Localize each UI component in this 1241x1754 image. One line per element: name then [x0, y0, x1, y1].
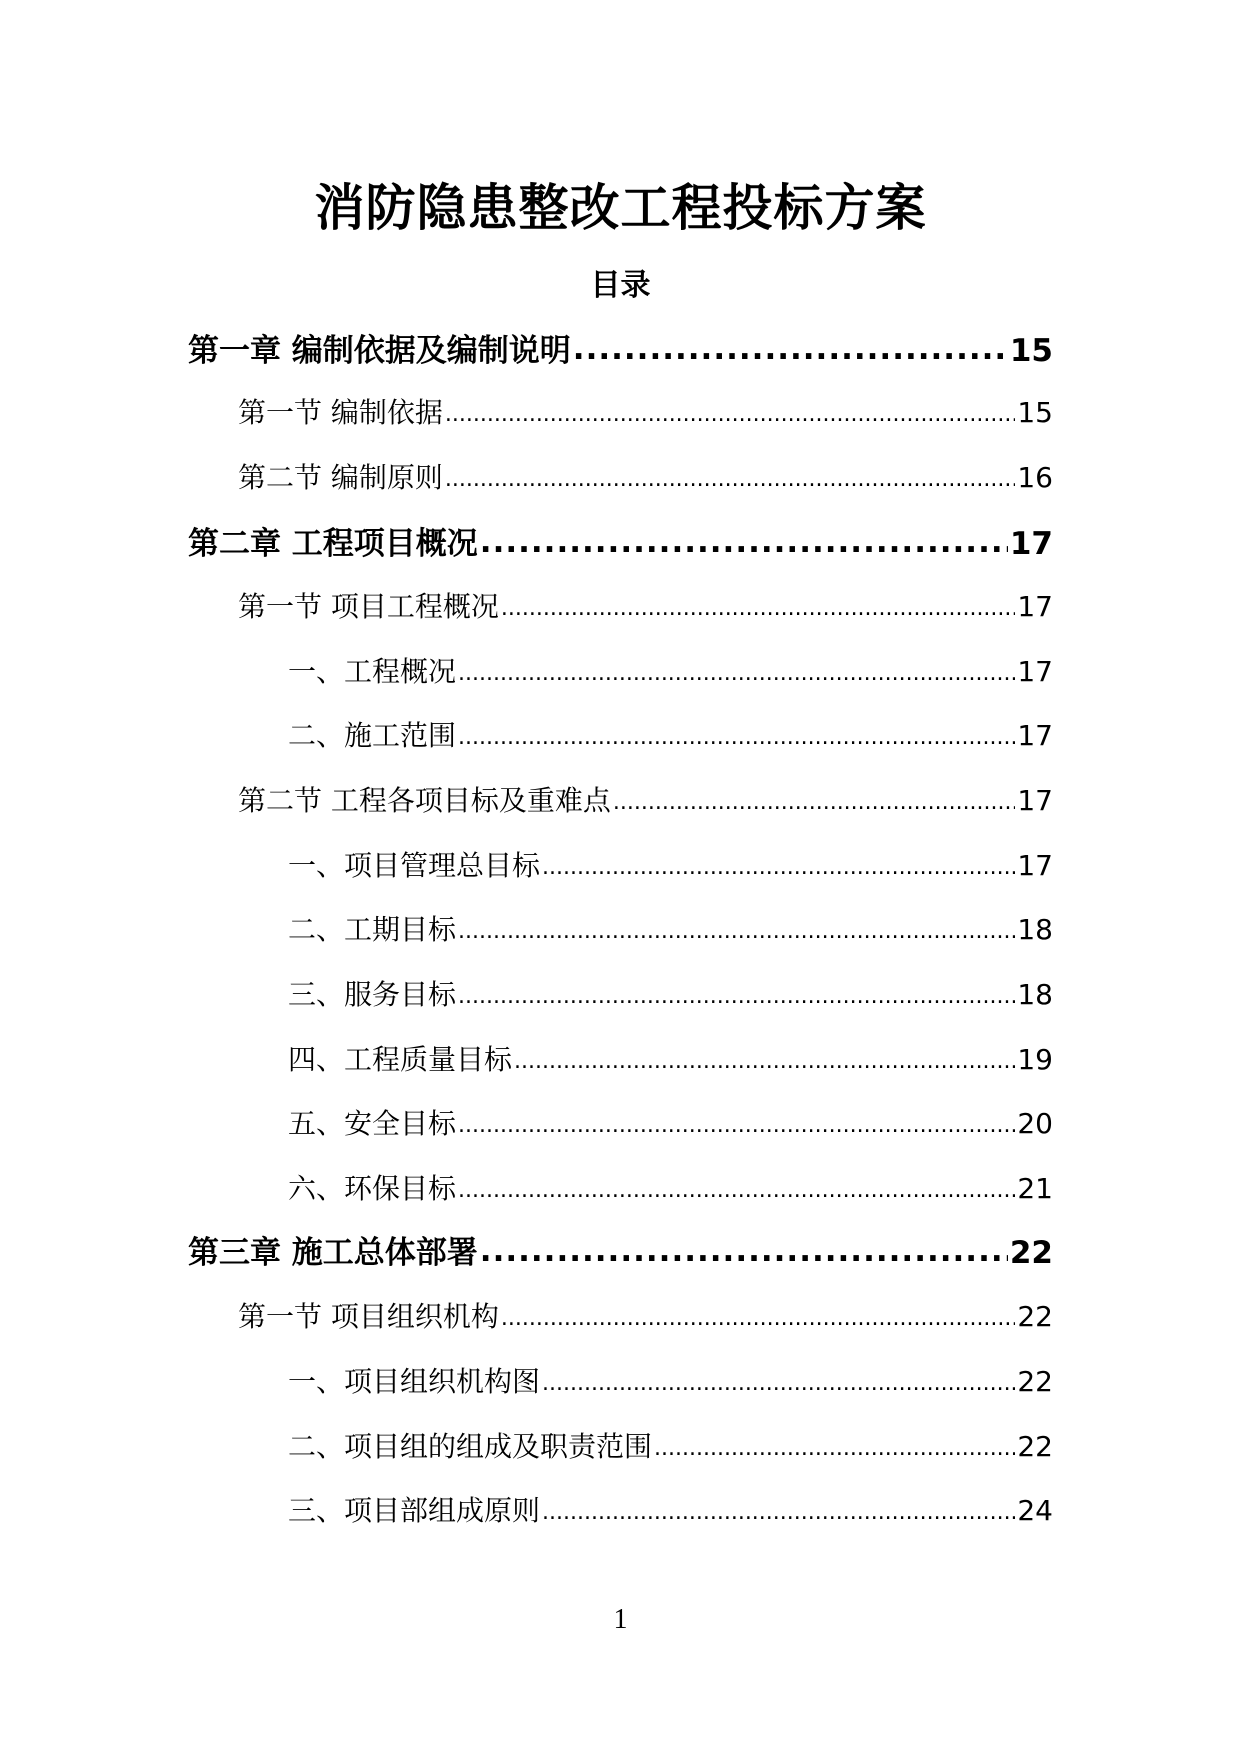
toc-entry[interactable]: [288, 910, 1053, 950]
toc-entry[interactable]: [238, 393, 1053, 433]
toc-entry-page: 15: [1009, 333, 1053, 369]
toc-entry-page: 17: [1017, 590, 1053, 623]
toc-entry[interactable]: [288, 652, 1053, 692]
toc-dot-leader: [542, 1491, 1015, 1531]
toc-entry[interactable]: [238, 1297, 1053, 1337]
toc-dot-leader: [480, 524, 1008, 564]
toc-entry-label: 一、工程概况: [288, 655, 457, 688]
toc-heading: 目录: [590, 268, 651, 303]
toc-entry-page: 21: [1017, 1172, 1053, 1205]
toc-entry[interactable]: [238, 458, 1053, 498]
toc-entry-page: 16: [1017, 461, 1053, 494]
toc-entry-label: 一、项目管理总目标: [288, 849, 541, 882]
toc-entry-page: 18: [1017, 978, 1053, 1011]
toc-dot-leader: [573, 331, 1008, 371]
toc-entry-page: 22: [1009, 1235, 1053, 1271]
toc-entry-page: 17: [1009, 526, 1053, 562]
toc-entry-page: 17: [1017, 655, 1053, 688]
toc-dot-leader: [458, 1169, 1015, 1209]
toc-entry-page: 17: [1017, 719, 1053, 752]
toc-entry[interactable]: [288, 1169, 1053, 1209]
toc-entry-page: 17: [1017, 849, 1053, 882]
toc-entry[interactable]: [288, 1491, 1053, 1531]
toc-entry-label: 第一节 项目工程概况: [238, 590, 499, 623]
toc-entry[interactable]: [288, 1040, 1053, 1080]
toc-entry-page: 22: [1017, 1365, 1053, 1398]
toc-entry[interactable]: [288, 1427, 1053, 1467]
toc-entry[interactable]: [238, 587, 1053, 627]
toc-entry-label: 第三章 施工总体部署: [188, 1235, 478, 1271]
toc-dot-leader: [542, 846, 1015, 886]
toc-entry[interactable]: [188, 1233, 1053, 1273]
page-number: 1: [613, 1604, 628, 1635]
toc-entry-label: 第一章 编制依据及编制说明: [188, 333, 571, 369]
toc-entry-page: 17: [1017, 784, 1053, 817]
toc-dot-leader: [480, 1233, 1008, 1273]
toc-entry-label: 一、项目组织机构图: [288, 1365, 541, 1398]
toc-entry-page: 24: [1017, 1494, 1053, 1527]
toc-entry-label: 四、工程质量目标: [288, 1043, 513, 1076]
toc-entry-page: 15: [1017, 396, 1053, 429]
toc-entry[interactable]: [288, 1362, 1053, 1402]
toc-entry[interactable]: [288, 1104, 1053, 1144]
toc-dot-leader: [613, 781, 1015, 821]
toc-entry-label: 二、工期目标: [288, 913, 457, 946]
document-title: 消防隐患整改工程投标方案: [314, 179, 927, 237]
toc-entry-label: 二、施工范围: [288, 719, 457, 752]
toc-dot-leader: [445, 458, 1015, 498]
toc-entry[interactable]: [288, 846, 1053, 886]
toc-dot-leader: [654, 1427, 1015, 1467]
toc-entry-page: 22: [1017, 1300, 1053, 1333]
toc-entry-page: 22: [1017, 1430, 1053, 1463]
toc-entry[interactable]: [238, 781, 1053, 821]
toc-entry-label: 三、服务目标: [288, 978, 457, 1011]
toc-entry-label: 五、安全目标: [288, 1107, 457, 1140]
toc-dot-leader: [501, 587, 1015, 627]
toc-entry-label: 第一节 编制依据: [238, 396, 443, 429]
toc-dot-leader: [458, 975, 1015, 1015]
toc-dot-leader: [458, 716, 1015, 756]
toc-entry-label: 二、项目组的组成及职责范围: [288, 1430, 653, 1463]
toc-dot-leader: [501, 1297, 1015, 1337]
toc-dot-leader: [458, 652, 1015, 692]
toc-entry-label: 第二节 编制原则: [238, 461, 443, 494]
toc-entry[interactable]: [188, 524, 1053, 564]
toc-entry[interactable]: [288, 716, 1053, 756]
toc-entry-page: 19: [1017, 1043, 1053, 1076]
toc-dot-leader: [542, 1362, 1015, 1402]
toc-dot-leader: [514, 1040, 1015, 1080]
toc-entry[interactable]: [288, 975, 1053, 1015]
toc-entry-label: 第一节 项目组织机构: [238, 1300, 499, 1333]
toc-entry-label: 第二节 工程各项目标及重难点: [238, 784, 611, 817]
toc-dot-leader: [445, 393, 1015, 433]
toc-entry-label: 三、项目部组成原则: [288, 1494, 541, 1527]
toc-dot-leader: [458, 910, 1015, 950]
toc-entry-page: 20: [1017, 1107, 1053, 1140]
toc-dot-leader: [458, 1104, 1015, 1144]
toc-entry[interactable]: [188, 331, 1053, 371]
toc-entry-page: 18: [1017, 913, 1053, 946]
toc-entry-label: 第二章 工程项目概况: [188, 526, 478, 562]
toc-entry-label: 六、环保目标: [288, 1172, 457, 1205]
